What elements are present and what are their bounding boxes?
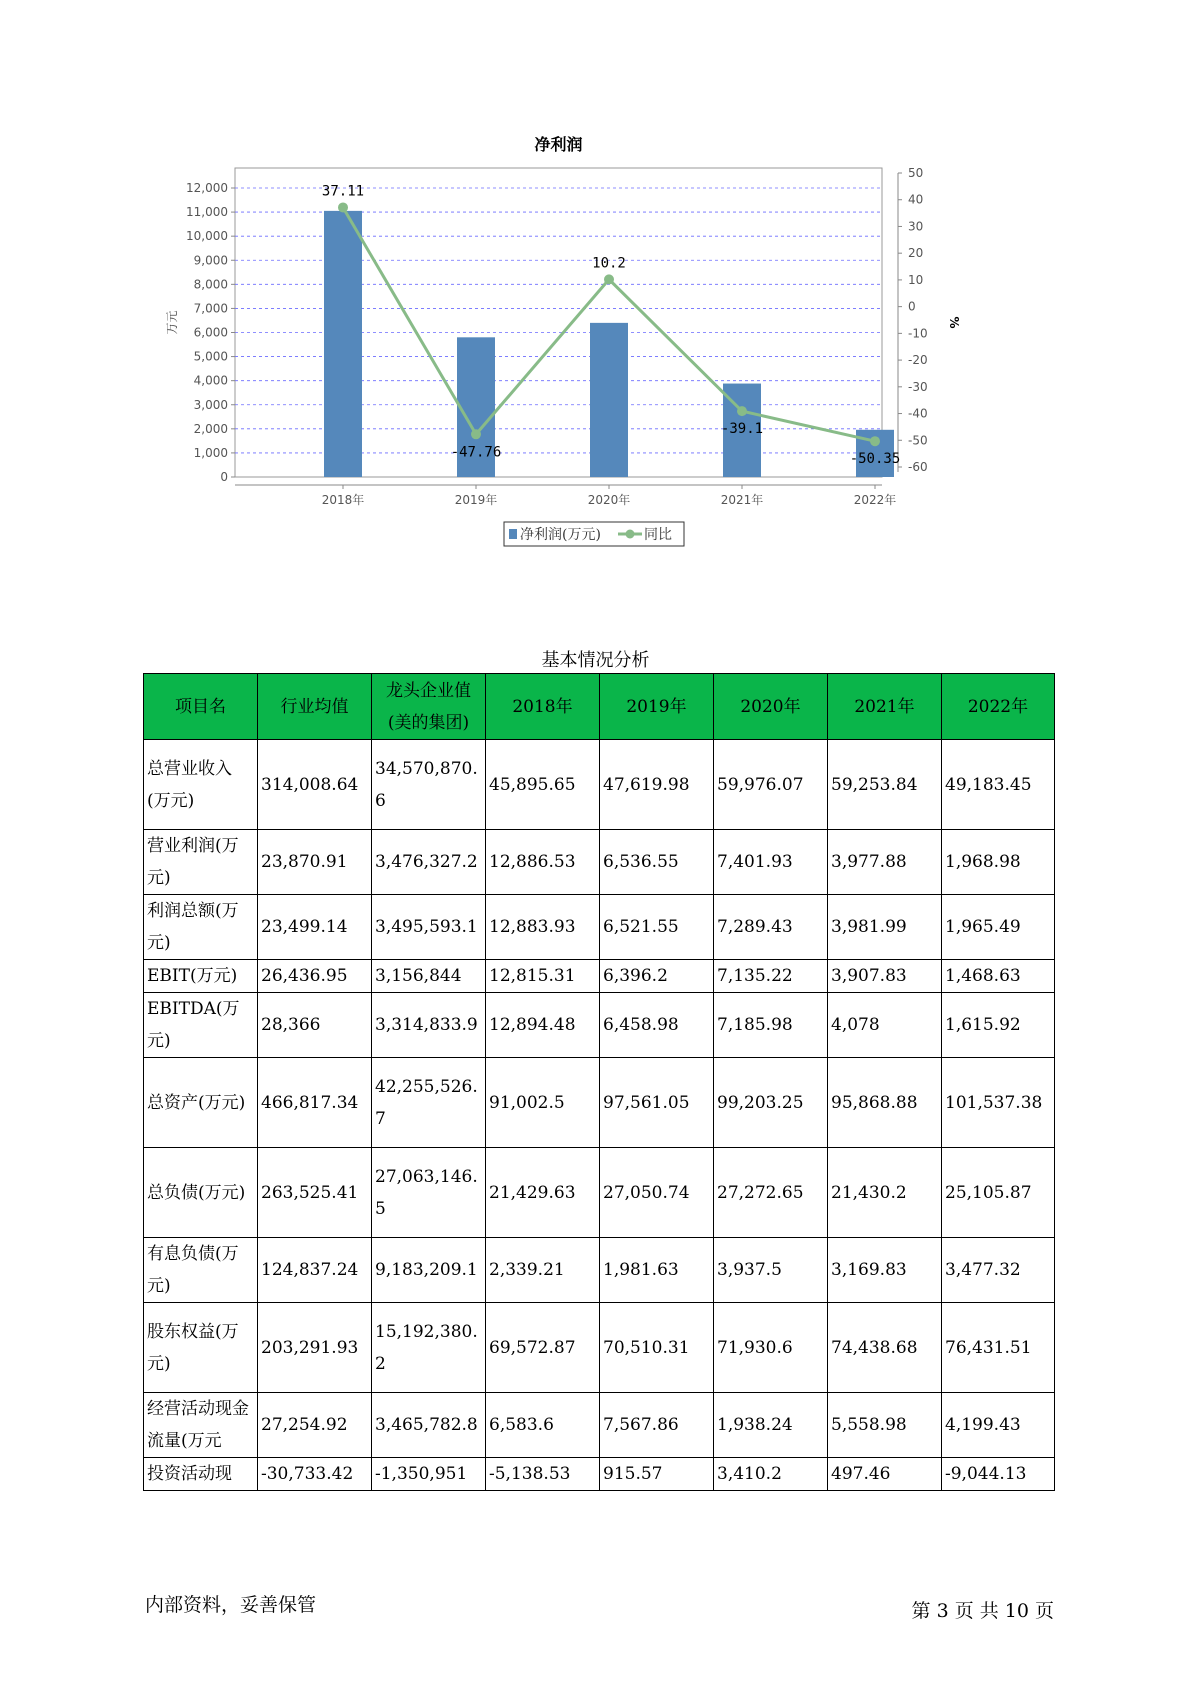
table-cell: 4,199.43 [942, 1393, 1055, 1458]
table-cell: 6,396.2 [600, 960, 714, 993]
table-cell: -1,350,951 [372, 1458, 486, 1491]
table-cell: 45,895.65 [486, 740, 600, 830]
x-tick-label: 2021年 [720, 493, 764, 507]
table-cell: 263,525.41 [258, 1148, 372, 1238]
y2-tick-label: 0 [908, 299, 916, 314]
table-cell: 497.46 [828, 1458, 942, 1491]
data-label: 37.11 [321, 183, 365, 200]
row-label: 经营活动现金流量(万元 [144, 1393, 258, 1458]
row-label: EBIT(万元) [144, 960, 258, 993]
y2-tick-label: 50 [908, 166, 924, 180]
table-cell: 21,429.63 [486, 1148, 600, 1238]
table-cell: 3,410.2 [714, 1458, 828, 1491]
y2-tick-label: -10 [908, 326, 928, 341]
x-tick-label: 2020年 [587, 493, 631, 507]
row-label: 有息负债(万元) [144, 1238, 258, 1303]
table-cell: 6,458.98 [600, 993, 714, 1058]
table-cell: 1,938.24 [714, 1393, 828, 1458]
table-cell: 69,572.87 [486, 1303, 600, 1393]
header-cell: 2019年 [600, 674, 714, 740]
row-label: 股东权益(万元) [144, 1303, 258, 1393]
yoy-point [338, 202, 348, 212]
table-cell: 71,930.6 [714, 1303, 828, 1393]
table-cell: 47,619.98 [600, 740, 714, 830]
table-cell: 99,203.25 [714, 1058, 828, 1148]
table-row [144, 993, 1055, 1058]
table-cell: 49,183.45 [942, 740, 1055, 830]
y-tick-label: 2,000 [193, 421, 228, 436]
table-cell: 76,431.51 [942, 1303, 1055, 1393]
table-cell: 9,183,209.1 [372, 1238, 486, 1303]
y2-tick-label: 10 [908, 272, 924, 287]
y-tick-label: 8,000 [193, 277, 228, 292]
header-cell: 行业均值 [258, 674, 372, 740]
header-cell: 2018年 [486, 674, 600, 740]
table-cell: 34,570,870.6 [372, 740, 486, 830]
table-cell: 1,981.63 [600, 1238, 714, 1303]
yoy-point [604, 274, 614, 284]
table-cell: 314,008.64 [258, 740, 372, 830]
y2-tick-label: 40 [908, 192, 924, 207]
table-title: 基本情况分析 [541, 650, 650, 671]
y2-tick-label: -30 [908, 379, 928, 394]
table-cell: 7,289.43 [714, 895, 828, 960]
x-tick-label: 2018年 [321, 493, 365, 507]
table-cell: 26,436.95 [258, 960, 372, 993]
table-cell: 3,937.5 [714, 1238, 828, 1303]
table-cell: 12,894.48 [486, 993, 600, 1058]
bar [324, 211, 362, 477]
table-cell: 1,615.92 [942, 993, 1055, 1058]
legend-bar-swatch [509, 529, 517, 539]
table-header-row [144, 674, 1055, 740]
table-cell: 4,078 [828, 993, 942, 1058]
table-cell: 466,817.34 [258, 1058, 372, 1148]
table-cell: 3,495,593.1 [372, 895, 486, 960]
yoy-point [471, 429, 481, 439]
y-tick-label: 1,000 [193, 445, 228, 460]
basic-analysis-table [143, 673, 1055, 1491]
table-cell: 91,002.5 [486, 1058, 600, 1148]
footer-confidential-note: 内部资料，妥善保管 [145, 1594, 317, 1616]
yoy-point [870, 436, 880, 446]
y-tick-label: 11,000 [186, 205, 228, 220]
table-cell: 97,561.05 [600, 1058, 714, 1148]
table-cell: 7,567.86 [600, 1393, 714, 1458]
table-cell: 6,536.55 [600, 830, 714, 895]
data-label: 10.2 [592, 255, 626, 272]
table-cell: 3,314,833.9 [372, 993, 486, 1058]
table-cell: 3,477.32 [942, 1238, 1055, 1303]
table-cell: 3,977.88 [828, 830, 942, 895]
header-cell: 2021年 [828, 674, 942, 740]
table-cell: 7,401.93 [714, 830, 828, 895]
table-cell: 203,291.93 [258, 1303, 372, 1393]
y-tick-label: 4,000 [193, 373, 228, 388]
header-cell: 龙头企业值(美的集团) [372, 674, 486, 740]
table-cell: 23,499.14 [258, 895, 372, 960]
chart-legend [504, 522, 684, 546]
table-row [144, 960, 1055, 993]
table-cell: 915.57 [600, 1458, 714, 1491]
row-label: 营业利润(万元) [144, 830, 258, 895]
table-row [144, 1058, 1055, 1148]
table-cell: 124,837.24 [258, 1238, 372, 1303]
y-tick-label: 12,000 [186, 181, 228, 195]
table-cell: 2,339.21 [486, 1238, 600, 1303]
table-cell: 1,968.98 [942, 830, 1055, 895]
table-cell: 27,063,146.5 [372, 1148, 486, 1238]
y-tick-label: 6,000 [193, 325, 228, 340]
y-tick-label: 3,000 [193, 397, 228, 412]
x-tick-label: 2022年 [853, 493, 897, 507]
y-axis-label: 万元 [165, 310, 179, 335]
table-cell: 28,366 [258, 993, 372, 1058]
table-cell: 15,192,380.2 [372, 1303, 486, 1393]
table-cell: 5,558.98 [828, 1393, 942, 1458]
table-cell: 59,976.07 [714, 740, 828, 830]
y2-tick-label: -40 [908, 406, 928, 421]
row-label: 投资活动现 [144, 1458, 258, 1491]
table-cell: 7,185.98 [714, 993, 828, 1058]
data-label: -47.76 [450, 444, 502, 461]
table-row [144, 895, 1055, 960]
y2-tick-label: 20 [908, 246, 924, 261]
table-cell: -30,733.42 [258, 1458, 372, 1491]
bar [590, 323, 628, 477]
header-cell: 项目名 [144, 674, 258, 740]
table-cell: -9,044.13 [942, 1458, 1055, 1491]
table-cell: 27,254.92 [258, 1393, 372, 1458]
row-label: EBITDA(万元) [144, 993, 258, 1058]
legend-point-swatch [626, 530, 635, 539]
y2-tick-label: 30 [908, 219, 924, 234]
legend-label: 同比 [644, 527, 672, 543]
footer-page-number: 第 3 页 共 10 页 [911, 1600, 1054, 1622]
table-cell: 3,465,782.8 [372, 1393, 486, 1458]
table-cell: 12,883.93 [486, 895, 600, 960]
row-label: 总资产(万元) [144, 1058, 258, 1148]
y-tick-label: 7,000 [193, 301, 228, 316]
row-label: 总营业收入(万元) [144, 740, 258, 830]
table-row [144, 1393, 1055, 1458]
data-label: -50.35 [849, 451, 901, 468]
y2-tick-label: -60 [908, 460, 928, 474]
table-cell: 42,255,526.7 [372, 1058, 486, 1148]
table-cell: 59,253.84 [828, 740, 942, 830]
table-cell: 3,156,844 [372, 960, 486, 993]
table-cell: 12,815.31 [486, 960, 600, 993]
chart-title: 净利润 [534, 135, 583, 154]
data-label: -39.1 [720, 421, 764, 438]
table-cell: 21,430.2 [828, 1148, 942, 1238]
y2-tick-label: -50 [908, 433, 928, 448]
net-profit-chart [165, 135, 1040, 600]
yoy-point [737, 406, 747, 416]
table-cell: 74,438.68 [828, 1303, 942, 1393]
table-cell: 3,907.83 [828, 960, 942, 993]
table-cell: 1,468.63 [942, 960, 1055, 993]
table-cell: 1,965.49 [942, 895, 1055, 960]
table-cell: 101,537.38 [942, 1058, 1055, 1148]
y-tick-label: 9,000 [193, 253, 228, 268]
table-row [144, 830, 1055, 895]
header-cell: 2022年 [942, 674, 1055, 740]
table-cell: 3,169.83 [828, 1238, 942, 1303]
x-tick-label: 2019年 [454, 493, 498, 507]
y2-axis-label: % [947, 316, 961, 329]
table-cell: 12,886.53 [486, 830, 600, 895]
table-cell: 6,583.6 [486, 1393, 600, 1458]
table-cell: 95,868.88 [828, 1058, 942, 1148]
table-row [144, 1148, 1055, 1238]
table-cell: 6,521.55 [600, 895, 714, 960]
table-cell: 27,272.65 [714, 1148, 828, 1238]
table-cell: 25,105.87 [942, 1148, 1055, 1238]
header-cell: 2020年 [714, 674, 828, 740]
row-label: 利润总额(万元) [144, 895, 258, 960]
y-tick-label: 5,000 [193, 349, 228, 364]
table-cell: -5,138.53 [486, 1458, 600, 1491]
table-cell: 3,981.99 [828, 895, 942, 960]
table-row [144, 1238, 1055, 1303]
table-row [144, 1458, 1055, 1491]
table-row [144, 740, 1055, 830]
y2-tick-label: -20 [908, 353, 928, 368]
chart-canvas [165, 135, 1040, 600]
table-cell: 3,476,327.2 [372, 830, 486, 895]
table-cell: 7,135.22 [714, 960, 828, 993]
table-cell: 27,050.74 [600, 1148, 714, 1238]
table-row [144, 1303, 1055, 1393]
table-cell: 70,510.31 [600, 1303, 714, 1393]
legend-label: 净利润(万元) [520, 527, 601, 543]
table-cell: 23,870.91 [258, 830, 372, 895]
y-tick-label: 0 [220, 470, 228, 484]
y-tick-label: 10,000 [186, 229, 228, 244]
row-label: 总负债(万元) [144, 1148, 258, 1238]
